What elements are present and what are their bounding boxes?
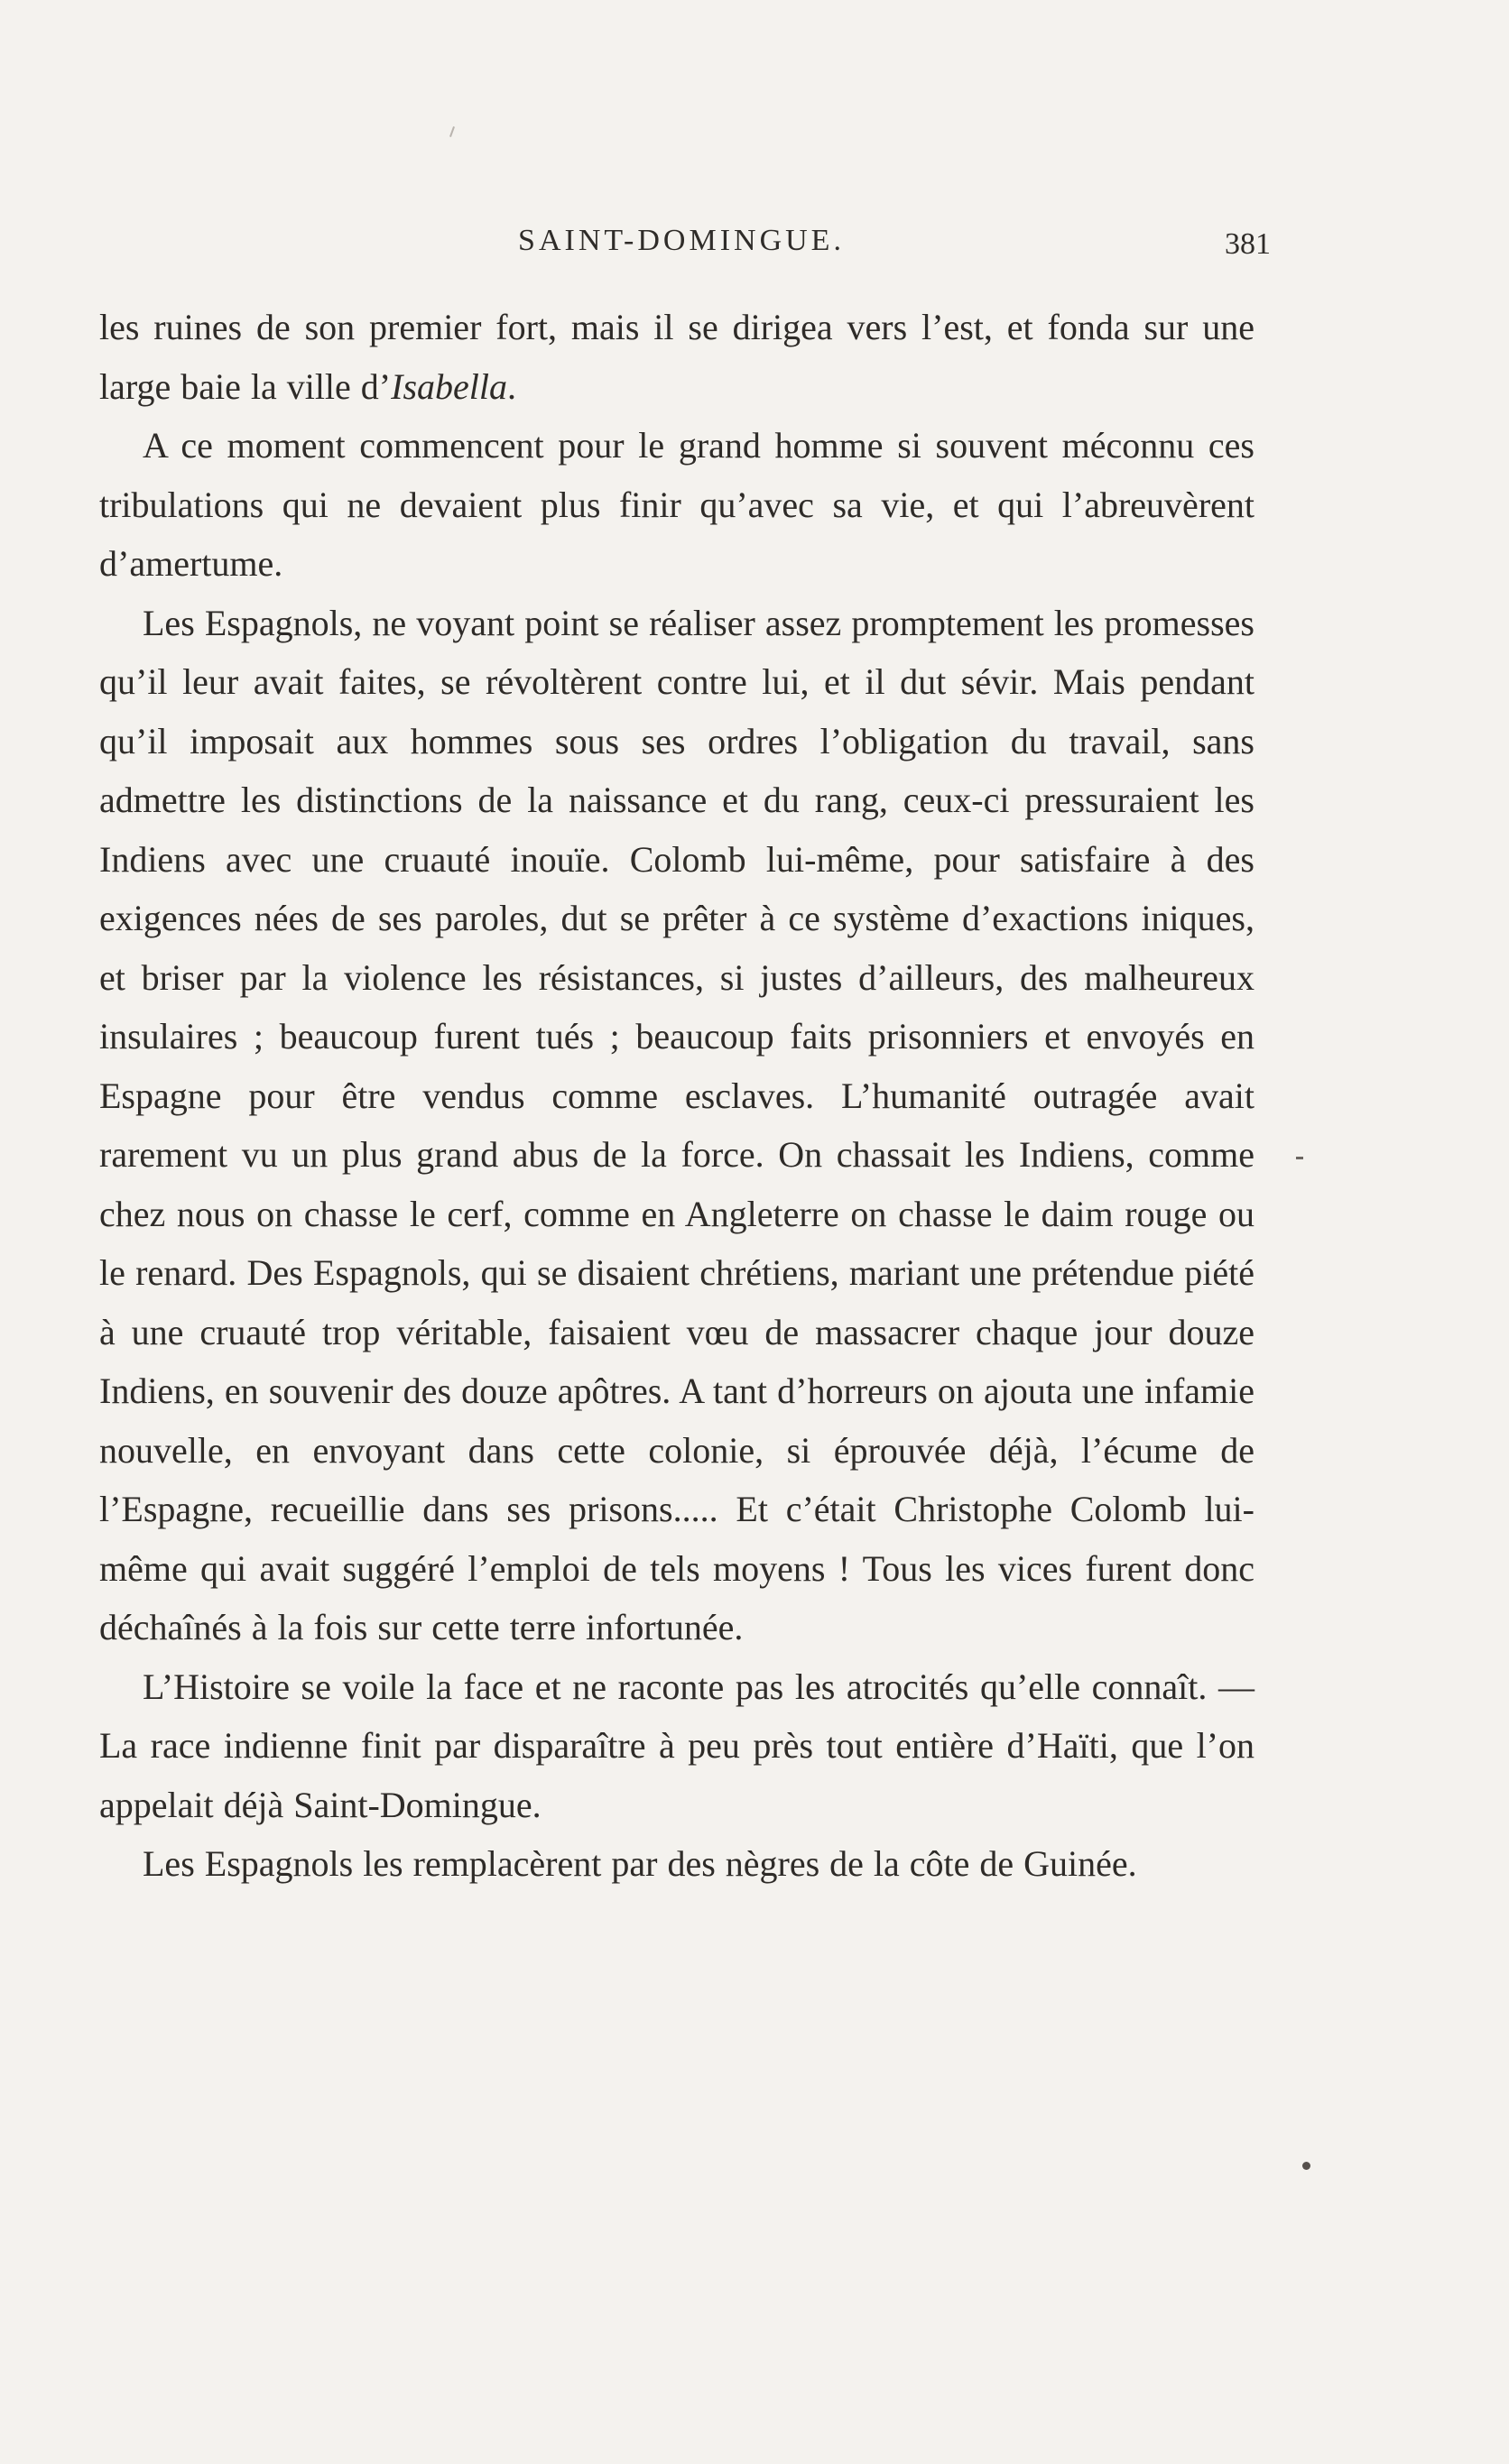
paragraph-5: Les Espagnols les remplacèrent par des nègres de la côte de Guinée. [143, 1843, 1137, 1884]
running-head: SAINT-DOMINGUE. [518, 224, 845, 257]
paragraph-3: Les Espagnols, ne voyant point se réaliser assez promptement les promesses qu’il leur avait faites, se révoltèrent contre lui, et il dut sévir. Mais pendant qu’il imposait aux hommes sous ses ordres l’obligation du travail, sans admettre les distinctions de la naissance et du rang, ceux-ci pressuraient les Indiens avec une cruauté inouïe. Colomb lui-même, pour satisfaire à des exigences nées de ses paroles, dut se prêter à ce système d’exactions iniques, et briser par la violence les résistances, si justes d’ailleurs, des malheureux insulaires ; beaucoup furent tués ; beaucoup faits prisonniers et envoyés en Espagne pour être vendus comme esclaves. L’humanité outragée avait rarement vu un plus grand abus de la force. On chassait les Indiens, comme chez nous on chasse le cerf, comme en Angleterre on chasse le daim rouge ou le renard. Des Espagnols, qui se disaient chrétiens, mariant une prétendue piété à une cruauté trop véritable, faisaient vœu de massacrer chaque jour douze Indiens, en souvenir des douze apôtres. A tant d’horreurs on ajouta une infamie nouvelle, en envoyant dans cette colonie, si éprouvée déjà, l’écume de l’Espagne, recueillie dans ses prisons..... Et c’était Christophe Colomb lui-même qui avait suggéré l’emploi de tels moyens ! Tous les vices furent donc déchaînés à la fois sur cette terre infortunée. [99, 602, 1254, 1647]
body-text [99, 298, 1254, 1894]
paragraph-1-italic: Isabella [391, 365, 507, 407]
paragraph-2: A ce moment commencent pour le grand homme si souvent méconnu ces tribulations qui ne devaient plus finir qu’avec sa vie, et qui l’abreuvèrent d’amertume. [99, 425, 1254, 584]
page-number: 381 [1225, 227, 1271, 261]
paragraph-4: L’Histoire se voile la face et ne raconte pas les atrocités qu’elle connaît. — La race indienne finit par disparaître à peu près tout entière d’Haïti, que l’on appelait déjà Saint-Domingue. [99, 1666, 1254, 1825]
page-header [99, 224, 1271, 269]
page-speck [449, 126, 455, 137]
paragraph-1-suffix: . [507, 365, 516, 407]
margin-dot-mark [1302, 2162, 1310, 2170]
paragraph-1-prefix: les ruines de son premier fort, mais il se dirigea vers l’est, et fonda sur une large baie la ville d’ [99, 307, 1254, 407]
margin-dash-mark [1296, 1157, 1303, 1159]
paragraph-1 [99, 298, 1254, 416]
